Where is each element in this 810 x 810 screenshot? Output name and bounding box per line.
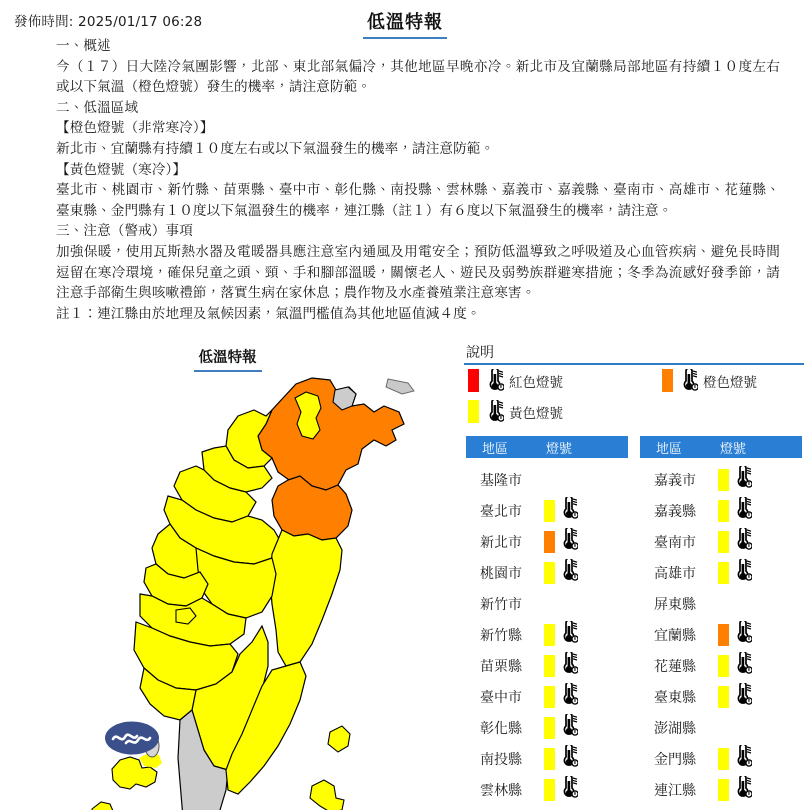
- map-region-green-island[interactable]: [328, 726, 350, 752]
- header-region-right: 地區: [656, 442, 683, 457]
- level-swatch-yellow: [718, 469, 729, 491]
- thermometer-icon: [558, 714, 578, 737]
- cwa-logo: [104, 718, 160, 758]
- thermometer-icon: [678, 369, 698, 392]
- level-indicator: [544, 747, 578, 771]
- region-name: 澎湖縣: [654, 720, 696, 737]
- level-indicator: [718, 623, 752, 647]
- region-name: 臺東縣: [654, 689, 696, 706]
- level-swatch-yellow: [544, 748, 555, 770]
- map-region-orchid-island[interactable]: [310, 780, 344, 810]
- info-panel: [462, 336, 806, 810]
- table-row[interactable]: [640, 712, 810, 743]
- level-indicator: [544, 778, 578, 802]
- table-row[interactable]: [466, 619, 638, 650]
- table-row[interactable]: [640, 588, 810, 619]
- map-region-islet-northeast: [386, 379, 414, 394]
- orange-level-paragraph: 新北市、宜蘭縣有持續１０度左右或以下氣溫發生的機率，請注意防範。: [56, 140, 495, 157]
- region-name: 臺北市: [480, 503, 522, 520]
- level-indicator: [544, 561, 578, 585]
- region-name: 新竹市: [480, 596, 522, 613]
- table-row[interactable]: [466, 464, 638, 495]
- level-swatch-yellow: [544, 686, 555, 708]
- footnote-1: 註１：連江縣由於地理及氣候因素，氣溫門檻值為其他地區值減４度。: [56, 305, 481, 322]
- level-indicator: [718, 561, 752, 585]
- level-swatch-yellow: [718, 531, 729, 553]
- header-level-left: 燈號: [546, 442, 573, 457]
- table-row[interactable]: [466, 526, 638, 557]
- legend-item-red: [468, 369, 563, 392]
- thermometer-icon: [558, 652, 578, 675]
- region-name: 雲林縣: [480, 782, 522, 799]
- level-indicator: [718, 747, 752, 771]
- table-row[interactable]: [466, 681, 638, 712]
- table-row[interactable]: [640, 495, 810, 526]
- thermometer-icon: [732, 621, 752, 644]
- thermometer-icon: [558, 776, 578, 799]
- level-indicator: [718, 468, 752, 492]
- warning-table-right: [640, 464, 810, 805]
- legend-label-yellow: 黃色燈號: [509, 405, 563, 422]
- table-row[interactable]: [640, 774, 810, 805]
- thermometer-icon-wrap: [558, 745, 578, 772]
- thermometer-icon: [732, 497, 752, 520]
- table-row[interactable]: [466, 557, 638, 588]
- region-name: 南投縣: [480, 751, 522, 768]
- table-row[interactable]: [640, 743, 810, 774]
- thermometer-icon: [732, 776, 752, 799]
- region-name: 嘉義縣: [654, 503, 696, 520]
- legend-item-yellow: [468, 400, 563, 423]
- region-name: 嘉義市: [654, 472, 696, 489]
- section-3-heading: 三、注意（警戒）事項: [56, 223, 193, 240]
- level-swatch-orange: [544, 531, 555, 553]
- level-swatch-yellow: [544, 655, 555, 677]
- thermometer-icon: [484, 369, 504, 392]
- thermometer-icon-wrap: [732, 528, 752, 555]
- thermometer-icon: [732, 652, 752, 675]
- region-name: 苗栗縣: [480, 658, 522, 675]
- yellow-level-heading: 【黃色燈號（寒冷）】: [56, 161, 187, 178]
- legend-divider: [464, 363, 804, 365]
- region-name: 彰化縣: [480, 720, 522, 737]
- taiwan-warning-map[interactable]: [0, 354, 455, 810]
- level-indicator: [544, 654, 578, 678]
- table-header-left: [466, 436, 628, 458]
- thermometer-icon-wrap: [732, 652, 752, 679]
- region-name: 桃園市: [480, 565, 522, 582]
- thermometer-icon: [732, 745, 752, 768]
- table-row[interactable]: [466, 650, 638, 681]
- orange-level-heading: 【橙色燈號（非常寒冷）】: [56, 120, 214, 137]
- level-swatch-yellow: [718, 562, 729, 584]
- warning-table-left: [466, 464, 638, 805]
- level-swatch-yellow: [544, 779, 555, 801]
- table-header-right: [640, 436, 802, 458]
- thermometer-icon: [732, 528, 752, 551]
- level-indicator: [718, 499, 752, 523]
- thermometer-icon-wrap: [558, 528, 578, 555]
- table-row[interactable]: [466, 588, 638, 619]
- region-name: 臺中市: [480, 689, 522, 706]
- header-region-left: 地區: [482, 442, 509, 457]
- map-region-hualien[interactable]: [270, 530, 342, 666]
- thermometer-icon-wrap: [558, 714, 578, 741]
- thermometer-icon-wrap: [558, 683, 578, 710]
- level-indicator: [718, 654, 752, 678]
- table-row[interactable]: [640, 650, 810, 681]
- section-1-heading: 一、概述: [56, 38, 111, 54]
- thermometer-icon-wrap: [558, 559, 578, 586]
- level-swatch-yellow: [544, 624, 555, 646]
- thermometer-icon: [558, 559, 578, 582]
- table-row[interactable]: [466, 774, 638, 805]
- thermometer-icon-wrap: [732, 745, 752, 772]
- yellow-level-paragraph: 臺北市、桃園市、新竹縣、苗栗縣、臺中市、彰化縣、南投縣、雲林縣、嘉義市、嘉義縣、臺南市、高雄市、花蓮縣、臺東縣、金門縣有１０度以下氣溫發生的機率，連江縣（註１）有６度以下氣溫發生的機率，請注意。: [56, 182, 780, 219]
- thermometer-icon: [732, 466, 752, 489]
- section-1-paragraph: 今（１７）日大陸冷氣團影響，北部、東北部氣偏冷，其他地區早晚亦冷。新北市及宜蘭縣局部地區有持續１０度左右或以下氣溫（橙色燈號）發生的機率，請注意防範。: [56, 58, 780, 96]
- region-name: 連江縣: [654, 782, 696, 799]
- thermometer-icon: [732, 559, 752, 582]
- level-indicator: [718, 778, 752, 802]
- level-indicator: [544, 499, 578, 523]
- level-indicator: [544, 716, 578, 740]
- thermometer-icon-wrap: [558, 776, 578, 803]
- table-row[interactable]: [466, 495, 638, 526]
- legend-heading: 說明: [466, 345, 494, 361]
- level-swatch-yellow: [718, 686, 729, 708]
- legend-label-red: 紅色燈號: [509, 374, 563, 391]
- level-indicator: [718, 530, 752, 554]
- page-title: [0, 8, 810, 39]
- region-name: 金門縣: [654, 751, 696, 768]
- header-level-right: 燈號: [720, 442, 747, 457]
- thermometer-icon: [732, 683, 752, 706]
- thermometer-icon-wrap: [732, 683, 752, 710]
- level-indicator: [544, 530, 578, 554]
- legend-swatch-orange: [662, 369, 673, 392]
- thermometer-icon-wrap: [732, 621, 752, 648]
- level-swatch-yellow: [718, 655, 729, 677]
- legend-label-orange: 橙色燈號: [703, 374, 757, 391]
- table-row[interactable]: [640, 526, 810, 557]
- level-indicator: [544, 623, 578, 647]
- region-name: 高雄市: [654, 565, 696, 582]
- section-2-heading: 二、低溫區域: [56, 99, 139, 116]
- region-name: 新竹縣: [480, 627, 522, 644]
- table-row[interactable]: [466, 712, 638, 743]
- map-title-text: 低溫特報: [194, 346, 262, 372]
- thermometer-icon-wrap: [732, 559, 752, 586]
- thermometer-icon: [558, 745, 578, 768]
- map-panel: [0, 336, 455, 810]
- report-body: [56, 36, 780, 324]
- level-indicator: [544, 685, 578, 709]
- table-row[interactable]: [640, 619, 810, 650]
- thermometer-icon: [558, 497, 578, 520]
- region-name: 新北市: [480, 534, 522, 551]
- table-row[interactable]: [640, 464, 810, 495]
- region-name: 基隆市: [480, 472, 522, 489]
- region-name: 宜蘭縣: [654, 627, 696, 644]
- section-3-paragraph: 加強保暖，使用瓦斯熱水器及電暖器具應注意室內通風及用電安全；預防低溫導致之呼吸道及心血管疾病、避免長時間逗留在寒冷環境，確保兒童之頭、頸、手和腳部溫暖，關懷老人、遊民及弱勢族群避寒措施；冬季為流感好發季節，請注意手部衛生與咳嗽禮節，落實生病在家休息；農作物及水產養殖業注意寒害。: [56, 243, 780, 302]
- legend-item-orange: [662, 369, 757, 392]
- thermometer-icon-wrap: [732, 776, 752, 803]
- map-region-new-taipei[interactable]: [258, 378, 404, 490]
- level-swatch-yellow: [544, 562, 555, 584]
- level-swatch-orange: [718, 624, 729, 646]
- thermometer-icon: [558, 621, 578, 644]
- thermometer-icon: [558, 683, 578, 706]
- thermometer-icon-wrap: [558, 621, 578, 648]
- thermometer-icon: [558, 528, 578, 551]
- region-name: 臺南市: [654, 534, 696, 551]
- table-row[interactable]: [640, 681, 810, 712]
- level-swatch-yellow: [544, 500, 555, 522]
- table-row[interactable]: [640, 557, 810, 588]
- level-swatch-yellow: [718, 779, 729, 801]
- table-row[interactable]: [466, 743, 638, 774]
- level-swatch-yellow: [718, 748, 729, 770]
- legend-swatch-yellow: [468, 400, 479, 423]
- level-swatch-yellow: [718, 500, 729, 522]
- region-name: 屏東縣: [654, 596, 696, 613]
- thermometer-icon: [484, 400, 504, 423]
- thermometer-icon-wrap: [558, 652, 578, 679]
- region-name: 花蓮縣: [654, 658, 696, 675]
- thermometer-icon-wrap: [558, 497, 578, 524]
- page-title-text: 低溫特報: [363, 8, 447, 39]
- thermometer-icon-wrap: [732, 466, 752, 493]
- lower-area: [0, 336, 810, 810]
- legend-swatch-red: [468, 369, 479, 392]
- thermometer-icon-wrap: [732, 497, 752, 524]
- level-swatch-yellow: [544, 717, 555, 739]
- level-indicator: [718, 685, 752, 709]
- issue-time: 發佈時間: 2025/01/17 06:28: [14, 14, 203, 30]
- map-region-matsu-south[interactable]: [90, 802, 113, 810]
